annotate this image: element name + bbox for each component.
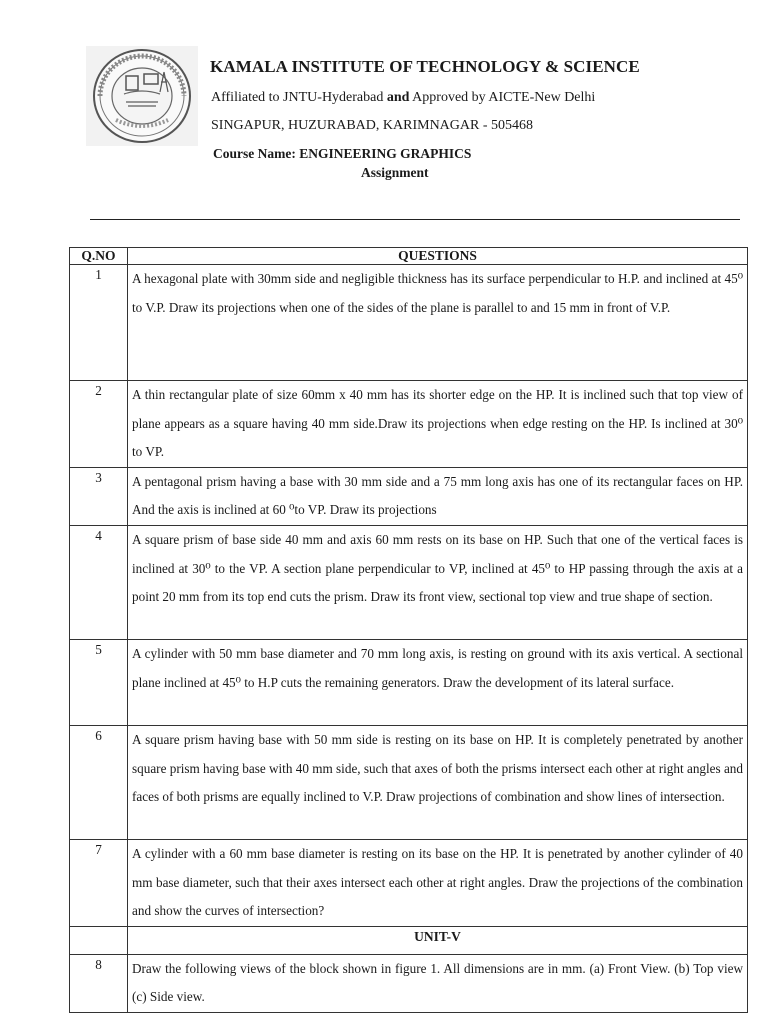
question-number: 7 (70, 839, 128, 926)
question-text: A cylinder with 50 mm base diameter and 70 mm long axis, is resting on ground with its axis vertical. A sectional plane inclined at 45⁰ to H.P cuts the remaining generators. Draw the development of its lateral surface. (128, 639, 748, 725)
question-text: A square prism of base side 40 mm and axis 60 mm rests on its base on HP. Such that one of the vertical faces is inclined at 30⁰ to the VP. A section plane perpendicular to VP, inclined at 45⁰ to HP passing through the axis at a point 20 mm from its top end cuts the prism. Draw its front view, sectional top view and true shape of section. (128, 525, 748, 639)
course-name: ENGINEERING GRAPHICS (299, 146, 472, 161)
question-text: A cylinder with a 60 mm base diameter is resting on its base on the HP. It is penetrated by another cylinder of 40 mm base diameter, such that their axes intersect each other at right angles. Draw the projections of the combination and show the curves of intersection? (128, 839, 748, 926)
table-row (70, 467, 748, 525)
institution-name: KAMALA INSTITUTE OF TECHNOLOGY & SCIENCE (210, 57, 640, 76)
table-row (70, 725, 748, 839)
table-header-row (70, 248, 748, 265)
course-line (213, 146, 471, 162)
question-text: A thin rectangular plate of size 60mm x 40 mm has its shorter edge on the HP. It is inclined such that top view of plane appears as a square having 40 mm side.Draw its projections when edge resting on the HP. Is inclined at 30⁰ to VP. (128, 381, 748, 468)
questions-table (69, 247, 748, 1013)
column-header-qno: Q.NO (70, 248, 128, 265)
question-text: A square prism having base with 50 mm side is resting on its base on HP. It is completely penetrated by another square prism having base with 40 mm side, such that axes of both the prisms intersect each other at right angles and faces of both prisms are equally inclined to V.P. Draw projections of combination and show lines of intersection. (128, 725, 748, 839)
unit-heading-blank (70, 926, 128, 954)
question-number: 2 (70, 381, 128, 468)
question-number: 5 (70, 639, 128, 725)
question-number: 3 (70, 467, 128, 525)
unit-heading-row (70, 926, 748, 954)
table-row (70, 525, 748, 639)
table-row (70, 265, 748, 381)
table-row (70, 381, 748, 468)
question-text: A hexagonal plate with 30mm side and negligible thickness has its surface perpendicular to H.P. and inclined at 45⁰ to V.P. Draw its projections when one of the sides of the plane is parallel to and 15 mm in front of V.P. (128, 265, 748, 381)
header-divider (90, 219, 740, 220)
document-type: Assignment (361, 165, 429, 180)
address-line: SINGAPUR, HUZURABAD, KARIMNAGAR - 505468 (211, 118, 534, 133)
column-header-questions: QUESTIONS (128, 248, 748, 265)
affiliation-line (211, 90, 595, 106)
document-header (0, 0, 768, 200)
affiliation-and: and (386, 90, 410, 105)
college-seal-icon (86, 46, 198, 146)
question-number: 6 (70, 725, 128, 839)
question-number: 8 (70, 954, 128, 1012)
question-number: 4 (70, 525, 128, 639)
question-text: Draw the following views of the block shown in figure 1. All dimensions are in mm. (a) Front View. (b) Top view (c) Side view. (128, 954, 748, 1012)
table-row (70, 954, 748, 1012)
question-text: A pentagonal prism having a base with 30 mm side and a 75 mm long axis has one of its rectangular faces on HP. And the axis is inclined at 60 ⁰to VP. Draw its projections (128, 467, 748, 525)
course-label: Course Name: (213, 146, 300, 161)
table-row (70, 839, 748, 926)
question-number: 1 (70, 265, 128, 381)
table-row (70, 639, 748, 725)
affiliation-part1: Affiliated to JNTU-Hyderabad (211, 90, 387, 105)
affiliation-part2: Approved by AICTE-New Delhi (409, 90, 596, 105)
unit-heading: UNIT-V (128, 926, 748, 954)
